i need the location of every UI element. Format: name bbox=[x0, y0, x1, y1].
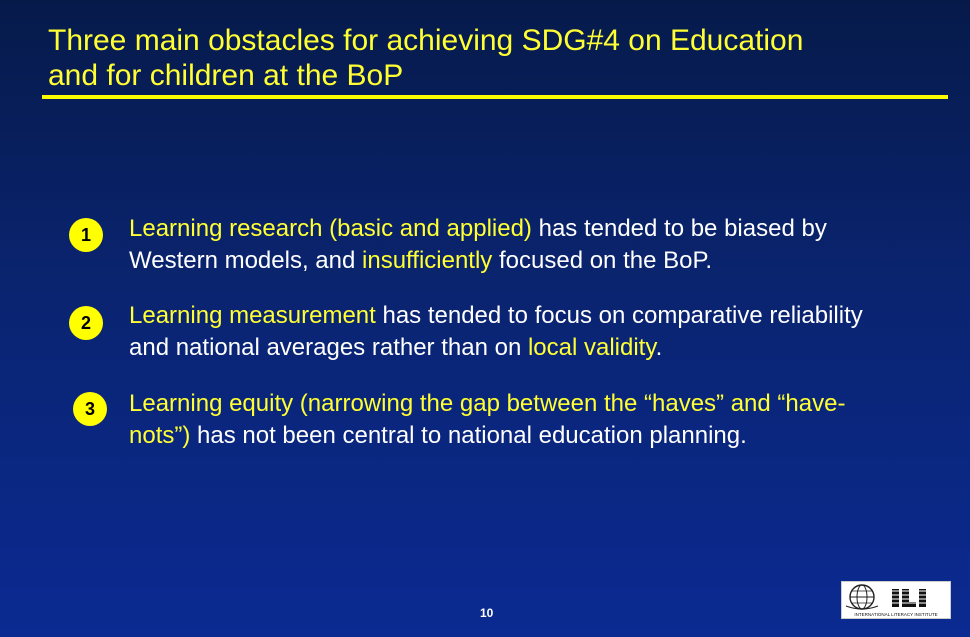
obstacle-item-2 bbox=[129, 300, 889, 363]
item-3-highlight: Learning equity (narrowing the gap between the “haves” and “have-nots”) bbox=[129, 390, 846, 449]
item-2-text-2: . bbox=[655, 333, 663, 361]
item-2-highlight-2: local validity bbox=[527, 333, 656, 361]
slide-title bbox=[48, 23, 938, 93]
ili-logo bbox=[841, 581, 951, 619]
number-badge-2: 2 bbox=[69, 306, 103, 340]
item-2-highlight: Learning measurement bbox=[129, 302, 376, 329]
obstacle-item-3 bbox=[129, 388, 849, 451]
obstacle-item-1 bbox=[129, 213, 889, 276]
item-2-text: has tended to focus on comparative reliability and national averages rather than on bbox=[129, 302, 863, 361]
page-number: 10 bbox=[480, 606, 494, 620]
item-1-text: has tended to be biased by Western models, and bbox=[129, 215, 827, 274]
title-underline bbox=[42, 95, 948, 99]
logo-subtitle: INTERNATIONAL LITERACY INSTITUTE bbox=[854, 612, 938, 617]
item-1-highlight-2: insufficiently bbox=[362, 246, 493, 274]
title-line-2: and for children at the BoP bbox=[48, 59, 404, 92]
number-badge-3: 3 bbox=[73, 392, 107, 426]
item-1-highlight: Learning research (basic and applied) bbox=[129, 215, 532, 242]
item-3-text: has not been central to national education planning. bbox=[190, 421, 747, 449]
title-line-1: Three main obstacles for achieving SDG#4 on Education bbox=[48, 24, 804, 57]
item-1-text-2: focused on the BoP. bbox=[492, 246, 713, 274]
number-badge-1: 1 bbox=[69, 218, 103, 252]
